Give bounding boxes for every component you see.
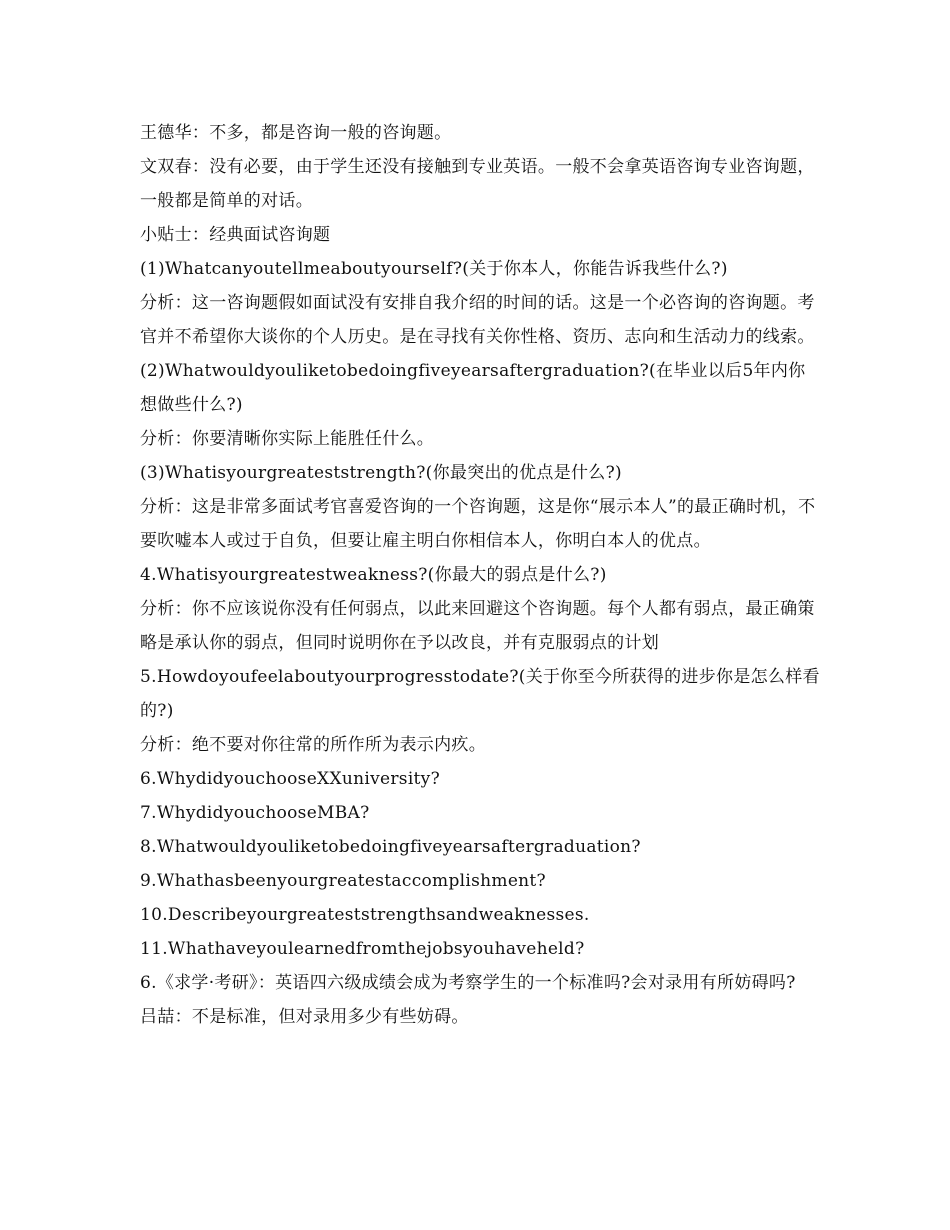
paragraph-analysis-1: 分析：这一咨询题假如面试没有安排自我介绍的时间的话。这是一个必咨询的咨询题。考官并不希望你大谈你的个人历史。是在寻找有关你性格、资历、志向和生活动力的线索。 [140,293,815,347]
paragraph-question-11: 11.Whathaveyoulearnedfromthejobsyouhaveheld? [140,939,585,959]
paragraph-question-1: (1)Whatcanyoutellmeaboutyourself?(关于你本人，你能告诉我些什么?) [140,259,728,279]
paragraph-analysis-2: 分析：你要清晰你实际上能胜任什么。 [140,429,435,449]
paragraph-question-5: 5.Howdoyoufeelaboutyourprogresstodate?(关于你至今所获得的进步你是怎么样看的?) [140,667,820,721]
paragraph-question-6: 6.WhydidyouchooseXXuniversity? [140,769,441,789]
paragraph-question-3: (3)Whatisyourgreateststrength?(你最突出的优点是什么?) [140,463,622,483]
paragraph-interview-question-6: 6.《求学·考研》：英语四六级成绩会成为考察学生的一个标准吗?会对录用有所妨碍吗? [140,973,796,993]
paragraph-tips-heading: 小贴士：经典面试咨询题 [140,225,331,245]
document-body [140,116,820,1034]
paragraph-question-9: 9.Whathasbeenyourgreatestaccomplishment? [140,871,546,891]
paragraph-answer-wang: 王德华：不多，都是咨询一般的咨询题。 [140,123,452,143]
paragraph-answer-lv: 吕喆：不是标准，但对录用多少有些妨碍。 [140,1007,469,1027]
paragraph-question-2: (2)Whatwouldyouliketobedoingfiveyearsaftergraduation?(在毕业以后5年内你想做些什么?) [140,361,806,415]
paragraph-answer-wen: 文双春：没有必要，由于学生还没有接触到专业英语。一般不会拿英语咨询专业咨询题，一般都是简单的对话。 [140,157,815,211]
paragraph-analysis-5: 分析：绝不要对你往常的所作所为表示内疚。 [140,735,486,755]
paragraph-analysis-4: 分析：你不应该说你没有任何弱点，以此来回避这个咨询题。每个人都有弱点，最正确策略是承认你的弱点，但同时说明你在予以改良，并有克服弱点的计划 [140,599,815,653]
paragraph-question-4: 4.Whatisyourgreatestweakness?(你最大的弱点是什么?) [140,565,607,585]
paragraph-question-10: 10.Describeyourgreateststrengthsandweaknesses. [140,905,590,925]
paragraph-question-7: 7.WhydidyouchooseMBA? [140,803,370,823]
paragraph-question-8: 8.Whatwouldyouliketobedoingfiveyearsaftergraduation? [140,837,641,857]
paragraph-analysis-3: 分析：这是非常多面试考官喜爱咨询的一个咨询题，这是你“展示本人”的最正确时机，不要吹嘘本人或过于自负，但要让雇主明白你相信本人，你明白本人的优点。 [140,497,816,551]
